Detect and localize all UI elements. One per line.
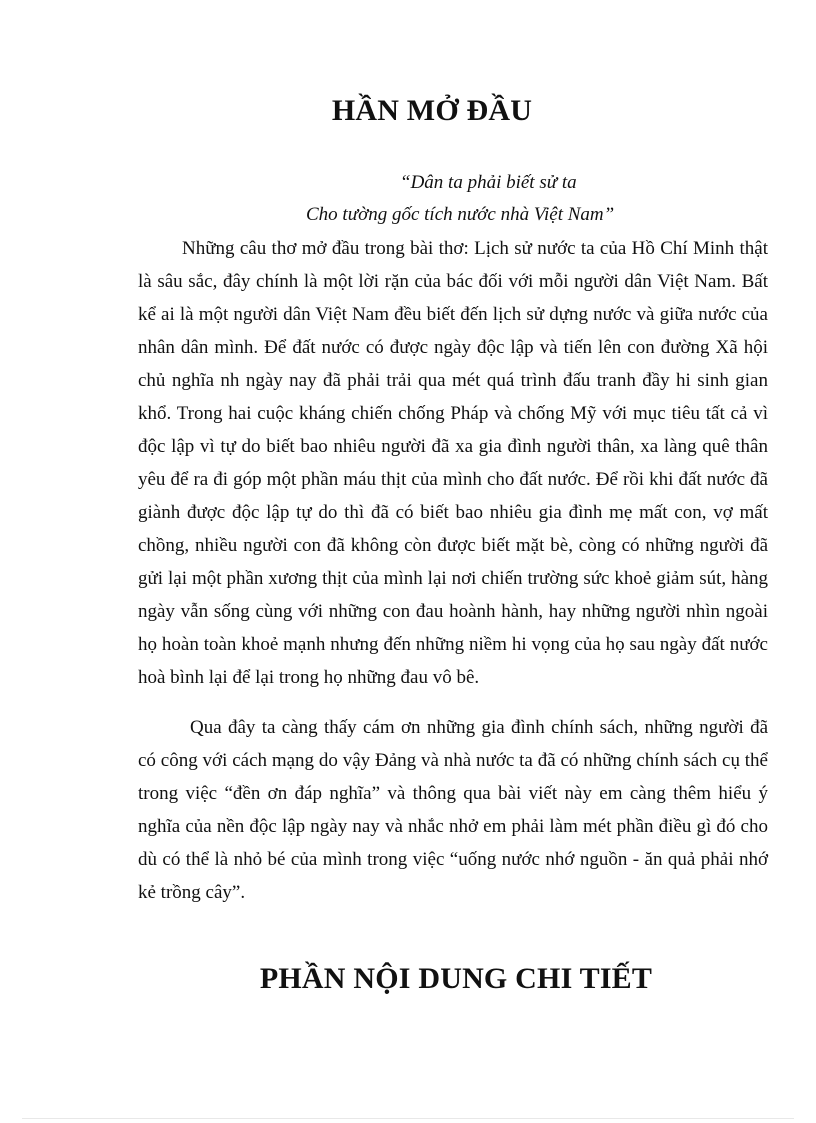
- quote-line-2: Cho tường gốc tích nước nhà Việt Nam”: [306, 204, 615, 225]
- quote-line-1: “Dân ta phải biết sử ta: [400, 172, 577, 193]
- detail-heading: PHẦN NỘI DUNG CHI TIẾT: [259, 962, 653, 995]
- page-bottom-divider: [22, 1118, 794, 1119]
- intro-heading: HẦN MỞ ĐẦU: [331, 94, 533, 127]
- intro-paragraph-1: Những câu thơ mở đầu trong bài thơ: Lịch sử nước ta của Hồ Chí Minh thật là sâu sắc, đây chính là một lời rặn của bác đối với mỗi người dân Việt Nam. Bất kể ai là một người dân Việt Nam đều biết đến lịch sử dựng nước và giữa nước của nhân dân mình. Để đất nước có được ngày độc lập và tiến lên con đường Xã hội chủ nghĩa nh ngày nay đã phải trải qua mét quá trình đấu tranh đầy hi sinh gian khổ. Trong hai cuộc kháng chiến chống Pháp và chống Mỹ với mục tiêu tất cả vì độc lập vì tự do biết bao nhiêu người đã xa gia đình người thân, xa làng quê thân yêu để ra đi góp một phần máu thịt của mình cho đất nước. Để rồi khi đất nước đã giành được độc lập tự do thì đã có biết bao nhiêu gia đình mẹ mất con, vợ mất chồng, nhiều người con đã không còn được biết mặt bè, còng có những người đã gửi lại một phần xương thịt của mình lại nơi chiến trường sức khoẻ giảm sút, hàng ngày vẫn sống cùng với những con đau hoành hành, hay những người nhìn ngoài họ hoàn toàn khoẻ mạnh nhưng đến những niềm hi vọng của họ sau ngày đất nước hoà bình lại để lại trong họ những đau vô bê.: [138, 238, 768, 688]
- intro-paragraph-2: Qua đây ta càng thấy cám ơn những gia đình chính sách, những người đã có công với cách mạng do vậy Đảng và nhà nước ta đã có những chính sách cụ thể trong việc “đền ơn đáp nghĩa” và thông qua bài viết này em càng thêm hiểu ý nghĩa của nền độc lập ngày nay và nhắc nhở em phải làm mét phần điều gì đó cho dù có thể là nhỏ bé của mình trong việc “uống nước nhớ nguồn - ăn quả phải nhớ kẻ trồng cây”.: [138, 717, 768, 903]
